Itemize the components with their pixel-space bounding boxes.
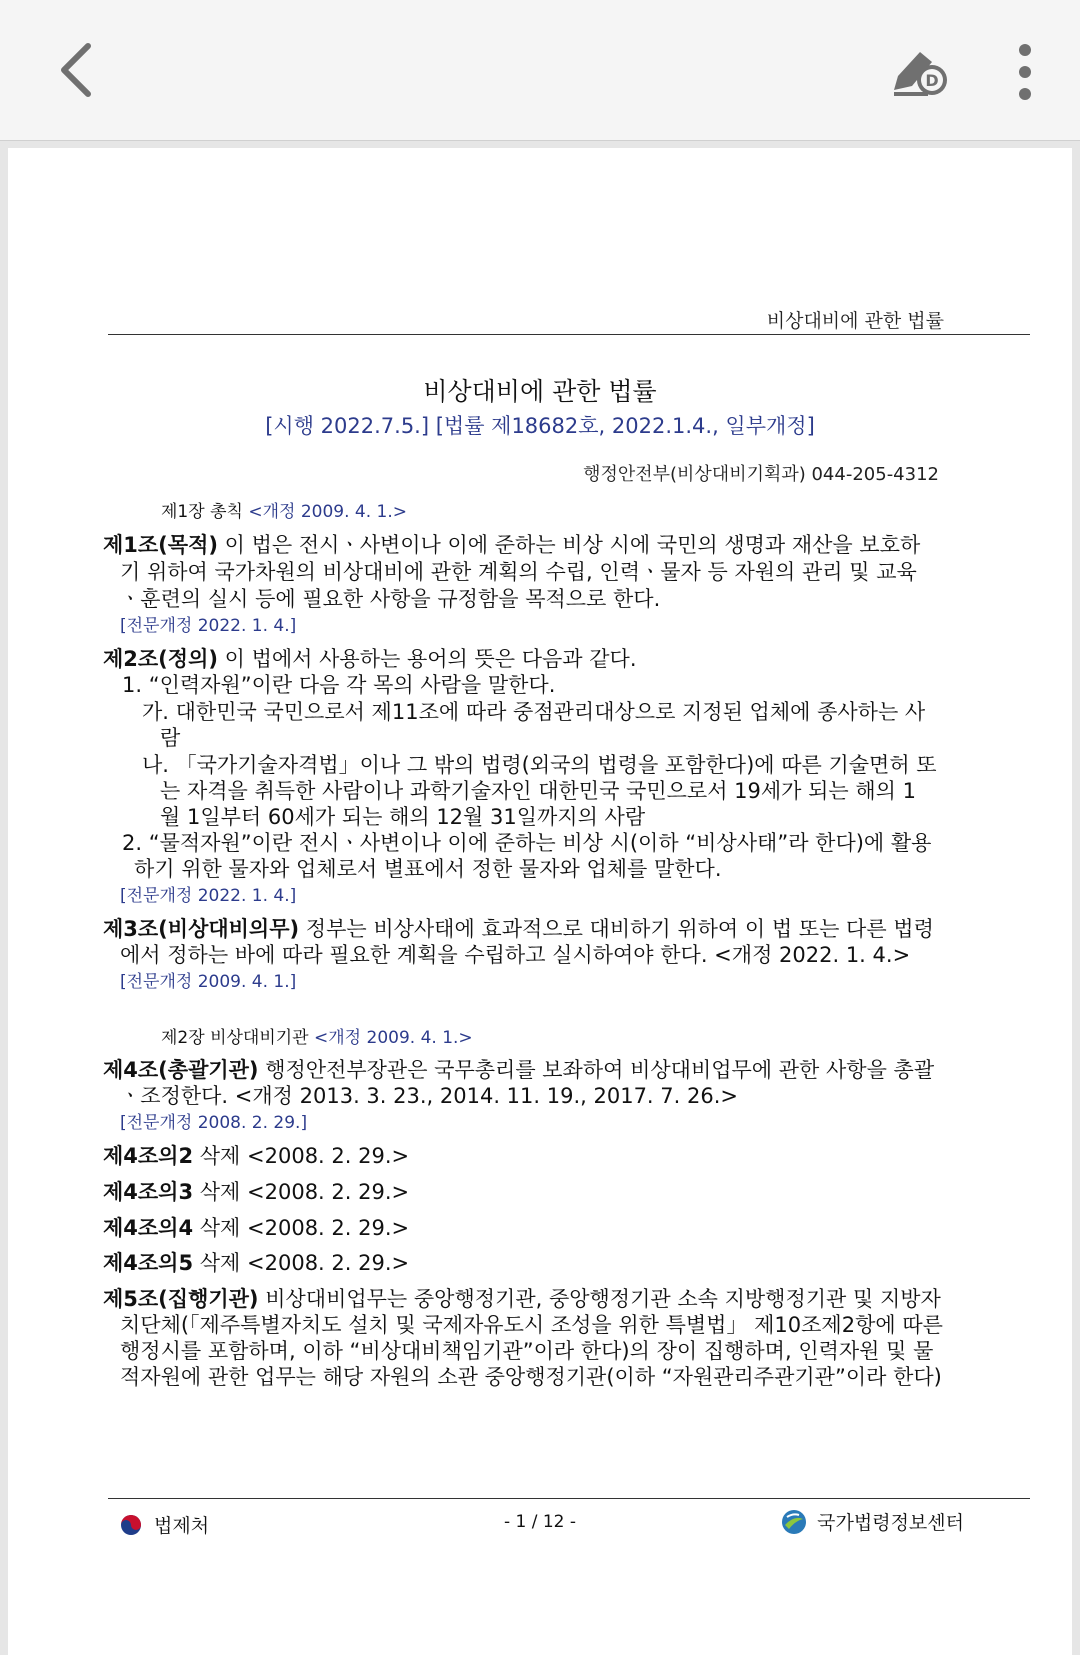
- revision-note: [전문개정 2022. 1. 4.]: [120, 886, 297, 906]
- article-text: ㆍ훈련의 실시 등에 필요한 사항을 규정함을 목적으로 한다.: [120, 587, 661, 611]
- article-line: [103, 915, 934, 943]
- chapter-heading: [161, 498, 407, 526]
- article-subitem: 는 자격을 취득한 사람이나 과학기술자인 대한민국 국민으로서 19세가 되는 해의 1: [160, 779, 916, 803]
- chevron-left-icon: [50, 30, 110, 110]
- sign-badge-letter: D: [925, 71, 939, 90]
- app-toolbar: [0, 0, 1080, 141]
- article-text: 비상대비업무는 중앙행정기관, 중앙행정기관 소속 지방행정기관 및 지방자: [258, 1287, 941, 1311]
- article-heading: 제3조(비상대비의무): [103, 917, 300, 941]
- article-text: 적자원에 관한 업무는 해당 자원의 소관 중앙행정기관(이하 “자원관리주관기관”이라 한다): [120, 1365, 942, 1389]
- article-heading: 제4조의5: [103, 1251, 194, 1275]
- article-subitem: 나. 「국가기술자격법」이나 그 밖의 법령(외국의 법령을 포함한다)에 따른 기술면허 또: [142, 753, 937, 777]
- article-subitem: 람: [160, 726, 181, 750]
- header-rule: [108, 334, 1030, 335]
- amendment-note: <개정 2009. 4. 1.>: [314, 1028, 473, 1048]
- article-text: 정부는 비상사태에 효과적으로 대비하기 위하여 이 법 또는 다른 법령: [299, 917, 934, 941]
- globe-logo-icon: [781, 1509, 807, 1535]
- pen-signature-icon: [888, 40, 952, 104]
- article-text: ㆍ조정한다. <개정 2013. 3. 23., 2014. 11. 19., 2017. 7. 26.>: [120, 1084, 738, 1108]
- page-indicator: - 1 / 12 -: [503, 1512, 577, 1532]
- article-line: [103, 531, 920, 559]
- article-text: 치단체(「제주특별자치도 설치 및 국제자유도시 조성을 위한 특별법」 제10조제2항에 따른: [120, 1313, 943, 1337]
- revision-note: [전문개정 2008. 2. 29.]: [120, 1113, 308, 1133]
- revision-note: [전문개정 2009. 4. 1.]: [120, 972, 297, 992]
- article-line: [103, 1056, 934, 1084]
- article-line: [103, 1214, 409, 1242]
- article-item: 2. “물적자원”이란 전시ㆍ사변이나 이에 준하는 비상 시(이하 “비상사태”라 한다)에 활용: [122, 831, 932, 855]
- article-text: 삭제 <2008. 2. 29.>: [193, 1251, 410, 1275]
- article-text: 이 법에서 사용하는 용어의 뜻은 다음과 같다.: [217, 647, 637, 671]
- article-item: 하기 위한 물자와 업체로서 별표에서 정한 물자와 업체를 말한다.: [134, 857, 722, 881]
- article-heading: 제2조(정의): [103, 647, 218, 671]
- article-text: 삭제 <2008. 2. 29.>: [193, 1216, 410, 1240]
- chapter-heading: [161, 1024, 473, 1052]
- article-text: 이 법은 전시ㆍ사변이나 이에 준하는 비상 시에 국민의 생명과 재산을 보호하: [217, 533, 921, 557]
- article-line: [103, 1249, 409, 1277]
- article-line: [103, 1142, 409, 1170]
- article-heading: 제4조의4: [103, 1216, 194, 1240]
- article-heading: 제4조의3: [103, 1180, 194, 1204]
- chapter-label: 제2장 비상대비기관: [161, 1028, 309, 1048]
- article-text: 삭제 <2008. 2. 29.>: [193, 1144, 410, 1168]
- article-heading: 제4조의2: [103, 1144, 194, 1168]
- more-vertical-icon: [1005, 40, 1045, 104]
- footer-rule: [108, 1498, 1030, 1499]
- article-subitem: 가. 대한민국 국민으로서 제11조에 따라 중점관리대상으로 지정된 업체에 종사하는 사: [142, 700, 926, 724]
- article-heading: 제1조(목적): [103, 533, 218, 557]
- running-header: 비상대비에 관한 법률: [766, 310, 944, 332]
- footer-center-label: 국가법령정보센터: [817, 1512, 964, 1534]
- more-options-button[interactable]: [1005, 40, 1045, 104]
- article-item: 1. “인력자원”이란 다음 각 목의 사람을 말한다.: [122, 673, 556, 697]
- article-subitem: 월 1일부터 60세가 되는 해의 12월 31일까지의 사람: [160, 805, 646, 829]
- article-line: [103, 645, 637, 673]
- article-heading: 제5조(집행기관): [103, 1287, 259, 1311]
- footer-right: [781, 1508, 964, 1535]
- article-heading: 제4조(총괄기관): [103, 1058, 259, 1082]
- article-text: 에서 정하는 바에 따라 필요한 계획을 수립하고 실시하여야 한다. <개정 2022. 1. 4.>: [120, 943, 911, 967]
- article-line: [103, 1285, 941, 1313]
- document-title: 비상대비에 관한 법률: [423, 377, 657, 406]
- footer-org-label: 법제처: [154, 1515, 210, 1537]
- back-button[interactable]: [50, 30, 110, 110]
- sign-document-button[interactable]: [888, 40, 952, 104]
- article-text: 행정안전부장관은 국무총리를 보좌하여 비상대비업무에 관한 사항을 총괄: [258, 1058, 935, 1082]
- department-contact: 행정안전부(비상대비기획과) 044-205-4312: [583, 464, 939, 485]
- document-subtitle: [시행 2022.7.5.] [법률 제18682호, 2022.1.4., 일부개정]: [265, 414, 815, 438]
- article-text: 삭제 <2008. 2. 29.>: [193, 1180, 410, 1204]
- chapter-label: 제1장 총칙: [161, 502, 243, 522]
- revision-note: [전문개정 2022. 1. 4.]: [120, 616, 297, 636]
- document-page[interactable]: [8, 148, 1072, 1655]
- amendment-note: <개정 2009. 4. 1.>: [248, 502, 407, 522]
- article-line: [103, 1178, 409, 1206]
- article-text: 행정시를 포함하며, 이하 “비상대비책임기관”이라 한다)의 장이 집행하며, 인력자원 및 물: [120, 1339, 934, 1363]
- article-text: 기 위하여 국가차원의 비상대비에 관한 계획의 수립, 인력ㆍ물자 등 자원의 관리 및 교육: [120, 560, 917, 584]
